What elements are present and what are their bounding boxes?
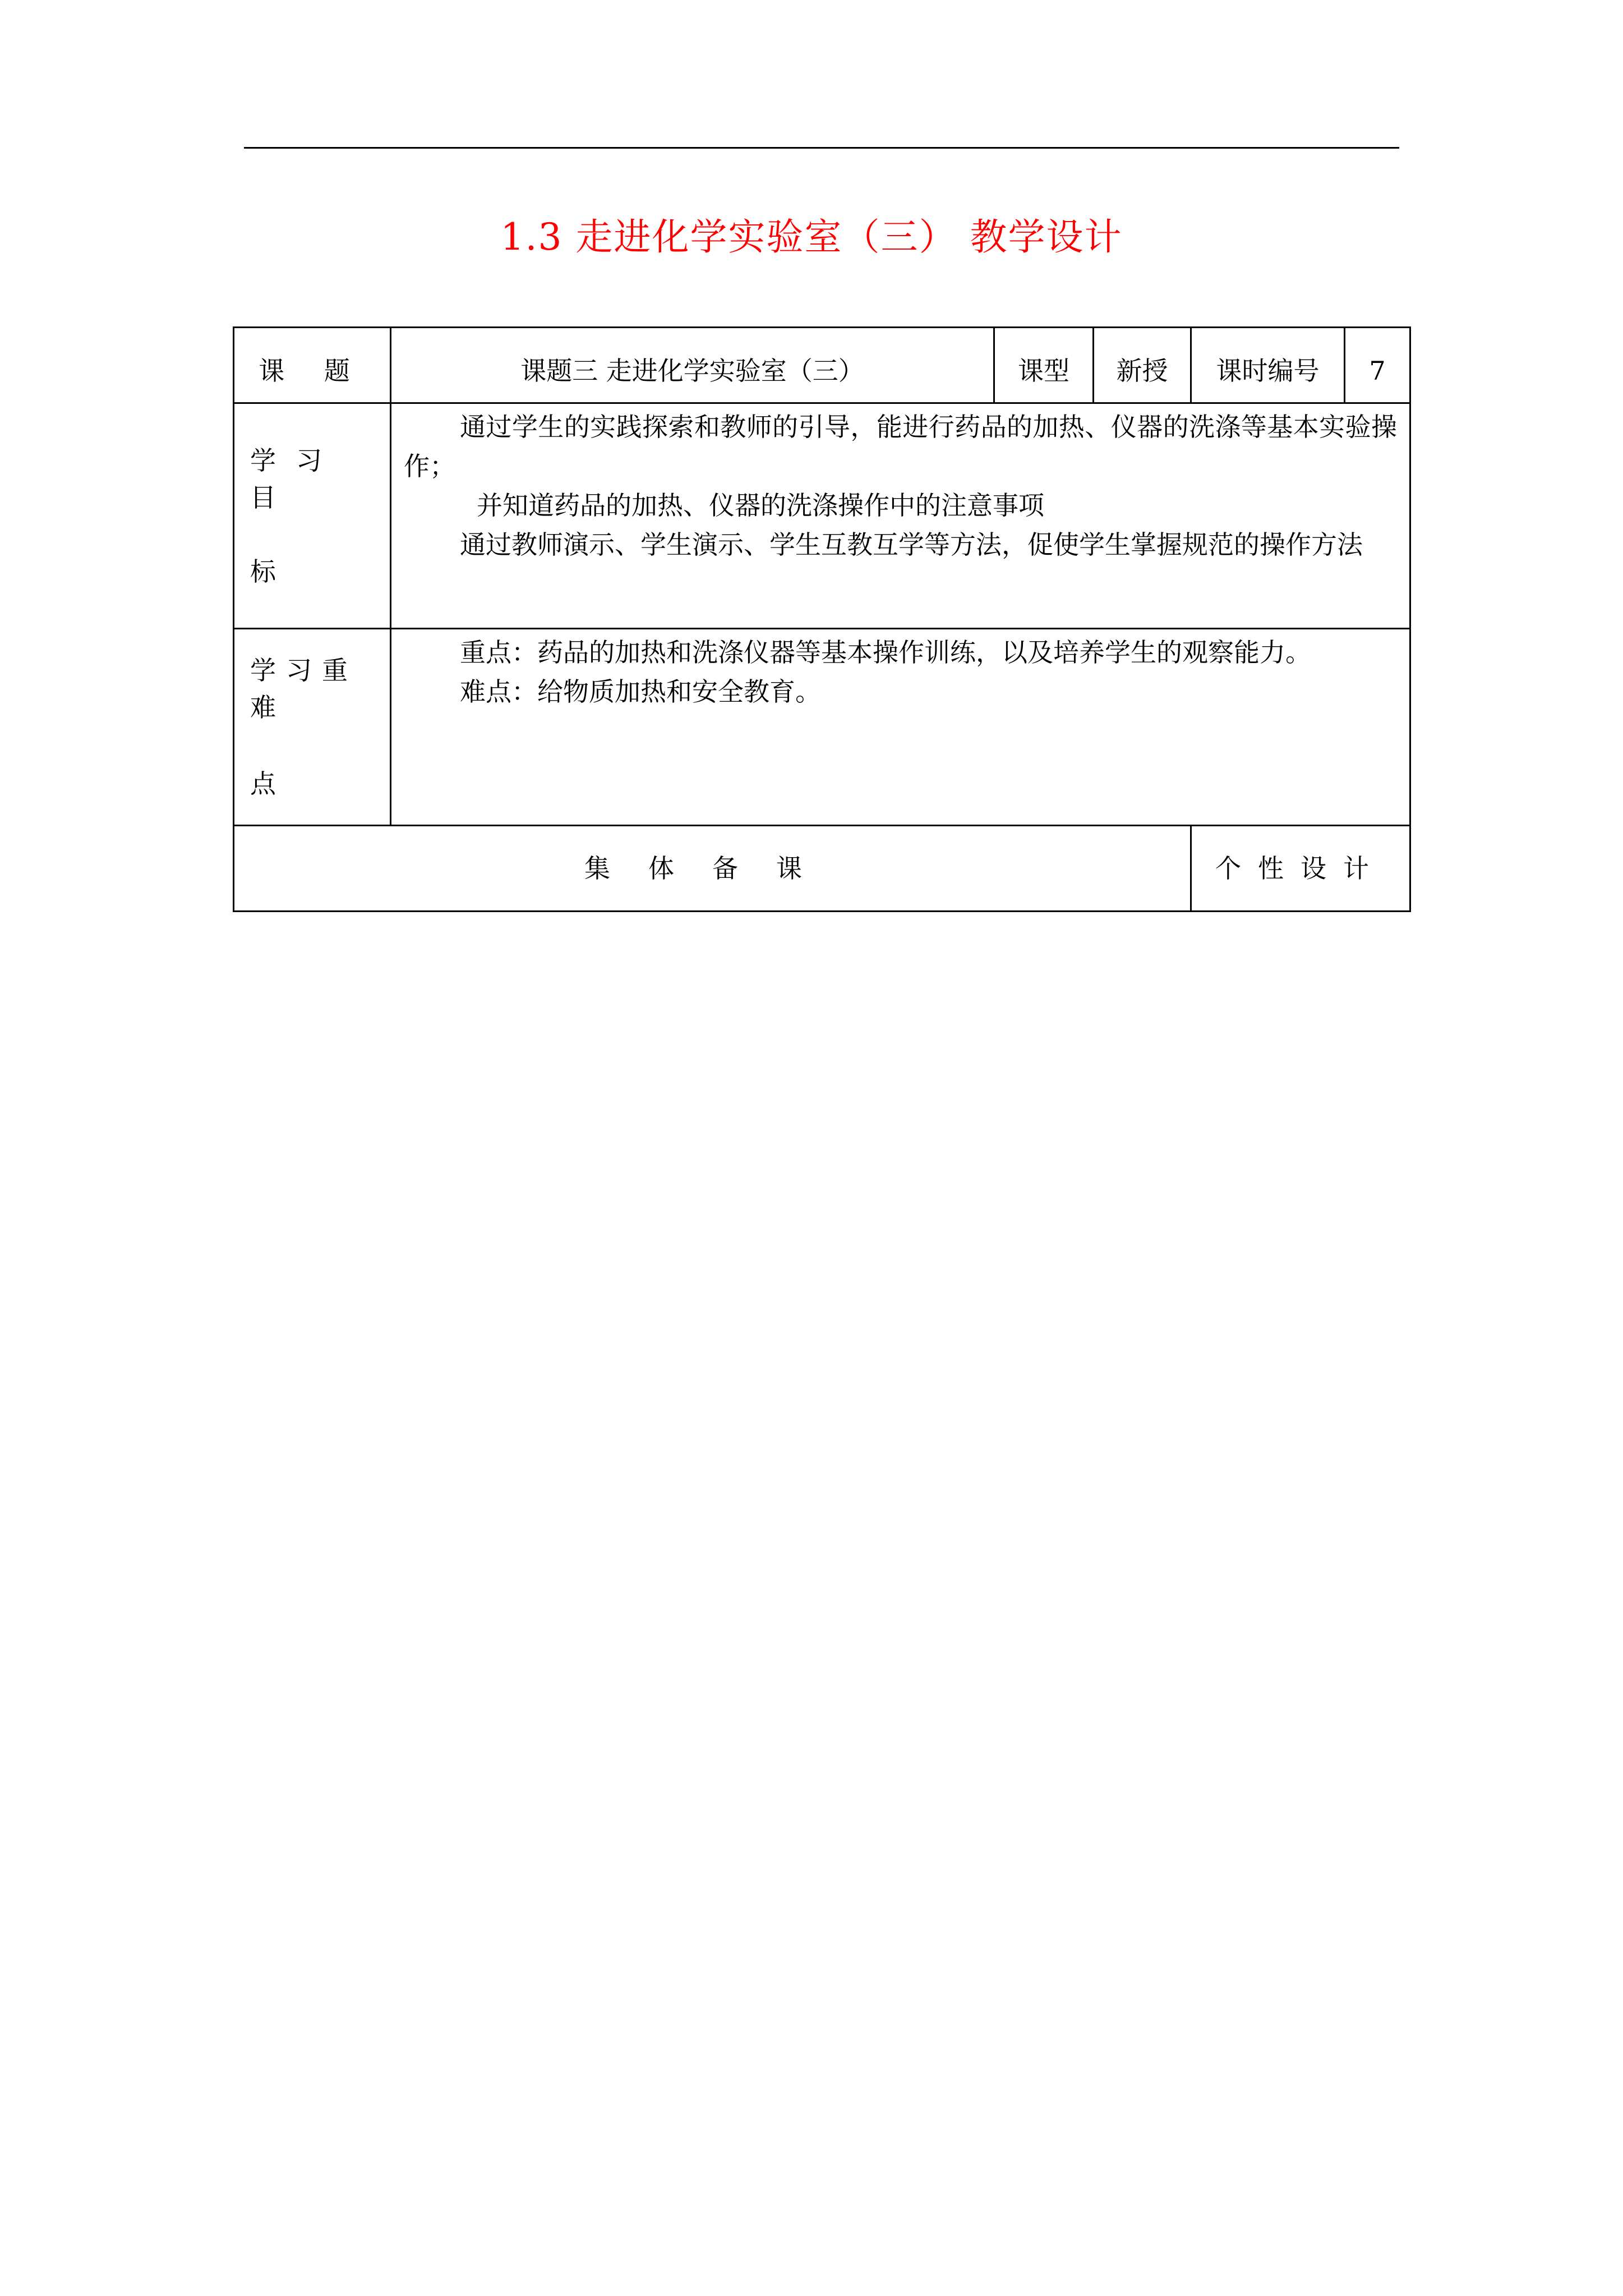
objectives-label [234,403,391,629]
key-points-content [391,629,1410,826]
objectives-label-line1: 学习目 [250,445,342,513]
lesson-no-label: 课时编号 [1191,328,1345,403]
lesson-no-value: 7 [1345,328,1410,403]
personal-design-cell [1191,826,1410,912]
objectives-label-line2: 标 [250,556,276,587]
key-points-row [234,629,1410,826]
objective-paragraph: 并知道药品的加热、仪器的洗涤操作中的注意事项 [477,490,1044,521]
footer-row [234,826,1410,912]
topic-value: 课题三 走进化学实验室（三） [391,328,994,403]
topic-row [234,328,1410,403]
collective-prep-cell [234,826,1191,912]
key-points-label-line1: 学习重难 [250,655,358,723]
lesson-plan-table [233,326,1411,912]
topic-label: 课 题 [234,328,391,403]
personal-design-label: 个性设计 [1215,853,1386,884]
key-points-label-line2: 点 [250,769,276,799]
objective-paragraph: 通过教师演示、学生演示、学生互教互学等方法，促使学生掌握规范的操作方法 [460,530,1363,560]
page-title: 1.3 走进化学实验室（三） 教学设计 [500,215,1123,259]
objective-paragraph: 通过学生的实践探索和教师的引导，能进行药品的加热、仪器的洗涤等基本实验操作； [404,412,1397,481]
key-points-label [234,629,391,826]
key-point-paragraph: 难点：给物质加热和安全教育。 [460,677,821,707]
header-rule [244,147,1399,149]
key-point-paragraph: 重点：药品的加热和洗涤仪器等基本操作训练，以及培养学生的观察能力。 [460,637,1311,668]
type-label: 课型 [994,328,1094,403]
collective-prep-label: 集体备课 [584,853,840,884]
type-value: 新授 [1094,328,1191,403]
objectives-row [234,403,1410,629]
objectives-content [391,403,1410,629]
